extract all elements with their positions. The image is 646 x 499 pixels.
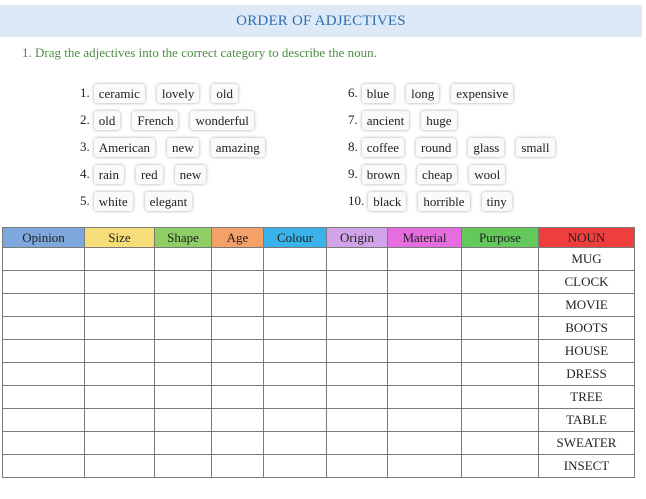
drop-cell-shape[interactable] [155,386,212,409]
drop-cell-origin[interactable] [327,317,388,340]
instruction-text: 1. Drag the adjectives into the correct category to describe the noun. [22,45,377,60]
drop-cell-shape[interactable] [155,248,212,271]
adjective-chip[interactable]: huge [421,111,456,130]
left-row-5 [80,190,204,212]
row-number: 10. [348,193,365,208]
right-row-4 [348,163,517,185]
drop-cell-colour[interactable] [264,409,327,432]
drop-cell-colour[interactable] [264,455,327,478]
column-header-purpose: Purpose [462,228,539,248]
drop-cell-purpose[interactable] [462,317,539,340]
table-row [3,340,635,363]
table-row [3,432,635,455]
drop-cell-colour[interactable] [264,386,327,409]
drop-cell-opinion[interactable] [3,294,85,317]
adjective-chip[interactable]: tiny [482,192,512,211]
table-row [3,409,635,432]
drop-cell-size[interactable] [85,386,155,409]
column-header-shape: Shape [155,228,212,248]
drop-cell-material[interactable] [388,363,462,386]
drop-cell-opinion[interactable] [3,340,85,363]
row-number: 3. [80,139,90,154]
drop-cell-shape[interactable] [155,294,212,317]
adjective-chip[interactable]: round [416,138,456,157]
noun-cell: CLOCK [539,271,635,294]
drop-cell-opinion[interactable] [3,271,85,294]
adjective-chip[interactable]: black [368,192,406,211]
table-row [3,271,635,294]
left-row-4 [80,163,218,185]
drop-cell-size[interactable] [85,340,155,363]
drop-cell-size[interactable] [85,317,155,340]
noun-cell: HOUSE [539,340,635,363]
drop-cell-size[interactable] [85,432,155,455]
drop-cell-size[interactable] [85,455,155,478]
adjective-chip[interactable]: amazing [211,138,265,157]
drop-cell-colour[interactable] [264,294,327,317]
row-number: 2. [80,112,90,127]
drop-cell-origin[interactable] [327,455,388,478]
drop-cell-size[interactable] [85,248,155,271]
category-header-row [3,228,635,248]
adjective-chip[interactable]: wool [469,165,505,184]
drop-cell-purpose[interactable] [462,271,539,294]
drop-cell-opinion[interactable] [3,363,85,386]
adjective-chip[interactable]: old [94,111,121,130]
drop-cell-purpose[interactable] [462,363,539,386]
adjective-chip[interactable]: expensive [451,84,513,103]
right-row-1 [348,82,525,104]
column-header-material: Material [388,228,462,248]
drop-cell-purpose[interactable] [462,432,539,455]
drop-cell-origin[interactable] [327,363,388,386]
drop-cell-shape[interactable] [155,455,212,478]
drop-cell-age[interactable] [212,455,264,478]
drop-cell-shape[interactable] [155,363,212,386]
drop-cell-colour[interactable] [264,317,327,340]
left-row-2 [80,109,266,131]
right-row-5 [348,190,524,212]
noun-cell: SWEATER [539,432,635,455]
drop-cell-size[interactable] [85,409,155,432]
drop-cell-colour[interactable] [264,271,327,294]
drop-cell-material[interactable] [388,340,462,363]
column-header-noun: NOUN [539,228,635,248]
drop-cell-size[interactable] [85,271,155,294]
row-number: 1. [80,85,90,100]
drop-cell-purpose[interactable] [462,294,539,317]
adjective-chip[interactable]: new [167,138,199,157]
column-header-opinion: Opinion [3,228,85,248]
drop-cell-opinion[interactable] [3,317,85,340]
drop-cell-age[interactable] [212,271,264,294]
noun-cell: MUG [539,248,635,271]
drop-cell-purpose[interactable] [462,248,539,271]
noun-cell: DRESS [539,363,635,386]
row-number: 6. [348,85,358,100]
drop-cell-colour[interactable] [264,363,327,386]
row-number: 4. [80,166,90,181]
column-header-age: Age [212,228,264,248]
worksheet-title-bar [0,5,642,37]
noun-cell: BOOTS [539,317,635,340]
row-number: 8. [348,139,358,154]
drop-cell-material[interactable] [388,455,462,478]
drop-cell-shape[interactable] [155,271,212,294]
drop-cell-origin[interactable] [327,294,388,317]
drop-cell-purpose[interactable] [462,409,539,432]
adjective-chip[interactable]: glass [468,138,504,157]
right-row-3 [348,136,567,158]
drop-cell-shape[interactable] [155,432,212,455]
drop-cell-colour[interactable] [264,432,327,455]
column-header-size: Size [85,228,155,248]
worksheet-title: ORDER OF ADJECTIVES [236,12,406,29]
column-header-colour: Colour [264,228,327,248]
drop-cell-material[interactable] [388,294,462,317]
drop-cell-material[interactable] [388,317,462,340]
drop-cell-opinion[interactable] [3,386,85,409]
drop-cell-opinion[interactable] [3,455,85,478]
drop-cell-opinion[interactable] [3,248,85,271]
drop-cell-age[interactable] [212,317,264,340]
drop-cell-shape[interactable] [155,340,212,363]
drop-cell-origin[interactable] [327,340,388,363]
adjective-chip[interactable]: new [175,165,207,184]
table-row [3,294,635,317]
drop-cell-purpose[interactable] [462,386,539,409]
adjective-chip[interactable]: rain [94,165,124,184]
drop-cell-age[interactable] [212,294,264,317]
drop-cell-age[interactable] [212,386,264,409]
drop-cell-colour[interactable] [264,248,327,271]
drop-cell-shape[interactable] [155,409,212,432]
row-number: 5. [80,193,90,208]
category-table-body [3,248,635,478]
drop-cell-age[interactable] [212,248,264,271]
noun-cell: TABLE [539,409,635,432]
adjective-chip[interactable]: old [211,84,238,103]
drop-cell-age[interactable] [212,340,264,363]
adjective-chip[interactable]: blue [362,84,394,103]
left-row-3 [80,136,277,158]
table-row [3,248,635,271]
drop-cell-material[interactable] [388,409,462,432]
noun-cell: TREE [539,386,635,409]
adjective-chip[interactable]: lovely [157,84,200,103]
drop-cell-material[interactable] [388,386,462,409]
drop-cell-age[interactable] [212,432,264,455]
row-number: 7. [348,112,358,127]
drop-cell-shape[interactable] [155,317,212,340]
noun-cell: MOVIE [539,294,635,317]
drop-cell-material[interactable] [388,248,462,271]
table-row [3,317,635,340]
drop-cell-opinion[interactable] [3,409,85,432]
adjective-chip[interactable]: red [136,165,163,184]
adjective-chip[interactable]: American [94,138,155,157]
table-row [3,386,635,409]
noun-cell: INSECT [539,455,635,478]
drop-cell-age[interactable] [212,409,264,432]
adjective-chip[interactable]: elegant [145,192,193,211]
drop-cell-opinion[interactable] [3,432,85,455]
drop-cell-origin[interactable] [327,248,388,271]
table-row [3,363,635,386]
adjective-chip[interactable]: wonderful [190,111,253,130]
adjective-chip[interactable]: brown [362,165,405,184]
category-table [2,227,635,478]
adjective-chip[interactable]: French [132,111,178,130]
drop-cell-purpose[interactable] [462,455,539,478]
adjective-chip[interactable]: small [516,138,554,157]
drop-cell-size[interactable] [85,294,155,317]
adjective-chip[interactable]: white [94,192,133,211]
drop-cell-size[interactable] [85,363,155,386]
column-header-origin: Origin [327,228,388,248]
right-row-2 [348,109,469,131]
left-row-1 [80,82,250,104]
drop-cell-material[interactable] [388,432,462,455]
drop-cell-origin[interactable] [327,409,388,432]
drop-cell-origin[interactable] [327,432,388,455]
adjective-chip[interactable]: ancient [362,111,410,130]
drop-cell-material[interactable] [388,271,462,294]
row-number: 9. [348,166,358,181]
drop-cell-origin[interactable] [327,271,388,294]
adjective-chip[interactable]: long [406,84,439,103]
adjective-chip[interactable]: horrible [418,192,469,211]
drop-cell-purpose[interactable] [462,340,539,363]
drop-cell-origin[interactable] [327,386,388,409]
table-row [3,455,635,478]
adjective-chip[interactable]: ceramic [94,84,145,103]
drop-cell-age[interactable] [212,363,264,386]
adjective-chip[interactable]: cheap [417,165,457,184]
drop-cell-colour[interactable] [264,340,327,363]
adjective-chip[interactable]: coffee [362,138,404,157]
